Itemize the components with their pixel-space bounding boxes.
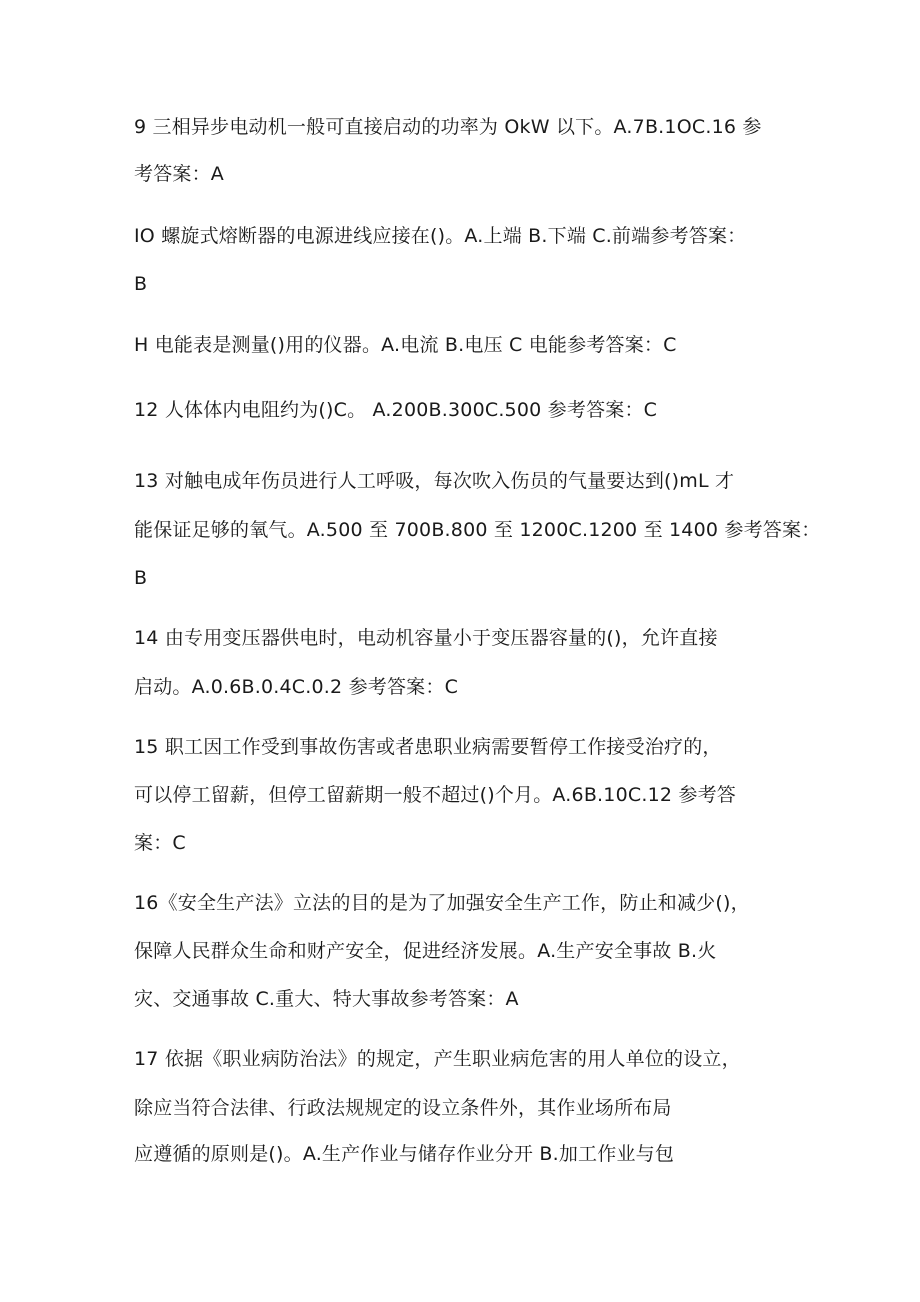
question-17-line-1: 17 依据《职业病防治法》的规定，产生职业病危害的用人单位的设立，: [134, 1048, 741, 1070]
question-16-line-2: 保障人民群众生命和财产安全，促进经济发展。A.生产安全事故 B.火: [134, 940, 717, 962]
question-14-line-1: 14 由专用变压器供电时，电动机容量小于变压器容量的()，允许直接: [134, 627, 718, 649]
question-16-line-1: 16《安全生产法》立法的目的是为了加强安全生产工作，防止和减少()，: [134, 892, 750, 914]
question-10-line-2: B: [134, 273, 148, 295]
question-9-line-1: 9 三相异步电动机一般可直接启动的功率为 OkW 以下。A.7B.1OC.16 参: [134, 116, 762, 138]
question-9-line-2: 考答案：A: [134, 163, 224, 185]
question-15-line-1: 15 职工因工作受到事故伤害或者患职业病需要暂停工作接受治疗的，: [134, 736, 722, 758]
question-16-line-3: 灾、交通事故 C.重大、特大事故参考答案：A: [134, 988, 519, 1010]
question-12-line-1: 12 人体体内电阻约为()C。 A.200B.300C.500 参考答案：C: [134, 399, 658, 421]
question-14-line-2: 启动。A.0.6B.0.4C.0.2 参考答案：C: [134, 676, 459, 698]
question-13-line-2: 能保证足够的氧气。A.500 至 700B.800 至 1200C.1200 至 1400 参考答案：: [134, 519, 821, 541]
question-13-line-1: 13 对触电成年伤员进行人工呼吸，每次吹入伤员的气量要达到()mL 才: [134, 470, 735, 492]
question-11-line-1: H 电能表是测量()用的仪器。A.电流 B.电压 C 电能参考答案：C: [134, 334, 677, 356]
question-10-line-1: IO 螺旋式熔断器的电源进线应接在()。A.上端 B.下端 C.前端参考答案：: [134, 225, 747, 247]
question-13-line-3: B: [134, 567, 148, 589]
question-15-line-3: 案：C: [134, 832, 186, 854]
question-17-line-2: 除应当符合法律、行政法规规定的设立条件外，其作业场所布局: [134, 1097, 672, 1119]
question-17-line-3: 应遵循的原则是()。A.生产作业与储存作业分开 B.加工作业与包: [134, 1143, 675, 1165]
question-15-line-2: 可以停工留薪，但停工留薪期一般不超过()个月。A.6B.10C.12 参考答: [134, 784, 736, 806]
